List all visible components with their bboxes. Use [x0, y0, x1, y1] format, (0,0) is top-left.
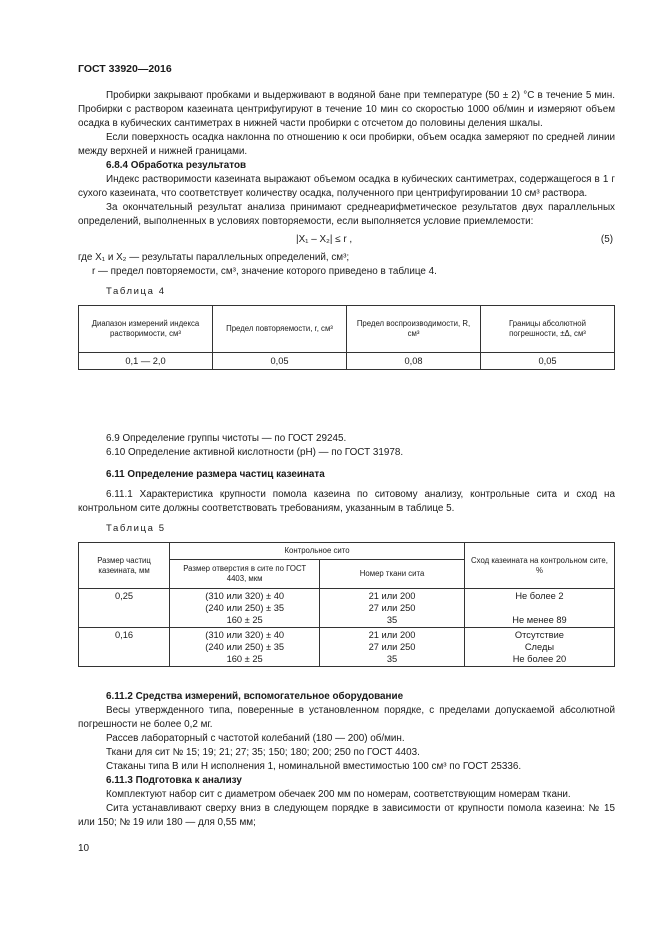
table-caption: Таблица 4	[106, 286, 166, 297]
table-cell-line: (240 или 250) ± 35	[205, 642, 285, 652]
table-header-cell: Контрольное сито	[170, 543, 465, 560]
section-heading: 6.11.2 Средства измерений, вспомогательное оборудование	[106, 691, 404, 702]
paragraph: Комплектуют набор сит с диаметром обечаек 200 мм по номерам, соответствующим номерам ткани.	[106, 789, 571, 800]
table-cell	[464, 628, 614, 667]
text-block-top	[78, 89, 615, 370]
table-cell-line: Не более 20	[512, 654, 567, 664]
table-header-cell: Размер частиц казеината, мм	[79, 543, 170, 589]
paragraph: 6.11.1 Характеристика крупности помола казеина по ситовому анализу, контрольные сита и сход на контрольном сите должны соответствовать требованиям, указанным в таблице 5.	[78, 489, 615, 514]
standard-header: ГОСТ 33920—2016	[78, 63, 172, 75]
equation-number: (5)	[600, 234, 613, 245]
table-header-cell: Границы абсолютной погрешности, ±Δ, см³	[481, 306, 615, 353]
page-number: 10	[78, 843, 90, 854]
table-cell-line: 160 ± 25	[226, 654, 263, 664]
table-header-cell: Номер ткани сита	[320, 560, 465, 589]
paragraph: Индекс растворимости казеината выражают объемом осадка в кубических сантиметрах, содержащегося в 1 г сухого казеината, что соответствует количеству осадка, полученного при центрифугировании 10 см³ раствора.	[78, 174, 615, 199]
table-cell: 0,1 — 2,0	[79, 353, 213, 370]
table-cell	[464, 589, 614, 628]
paragraph: r — предел повторяемости, см³, значение которого приведено в таблице 4.	[92, 266, 437, 277]
table-cell: 0,25	[79, 589, 170, 628]
table-cell-line: 160 ± 25	[226, 615, 263, 625]
table-cell-line: Не менее 89	[512, 615, 567, 625]
table-cell	[170, 589, 320, 628]
text-block-middle	[78, 432, 615, 667]
table-cell: 0,05	[481, 353, 615, 370]
paragraph: Стаканы типа В или Н исполнения 1, номинальной вместимостью 100 см³ по ГОСТ 25336.	[106, 761, 522, 772]
table-header-cell: Предел повторяемости, r, см³	[213, 306, 347, 353]
table-cell-line: 35	[386, 654, 398, 664]
paragraph: Рассев лабораторный с частотой колебаний (180 — 200) об/мин.	[106, 733, 405, 744]
paragraph: Если поверхность осадка наклонна по отношению к оси пробирки, объем осадка замеряют по средней линии между верхней и нижней границами.	[78, 132, 615, 157]
table-cell	[170, 628, 320, 667]
table-cell: 0,08	[347, 353, 481, 370]
table-caption: Таблица 5	[106, 523, 166, 534]
table-cell	[320, 628, 465, 667]
table-cell-line: (310 или 320) ± 40	[205, 630, 285, 640]
table-5	[78, 542, 615, 667]
table-cell-line: 35	[386, 615, 398, 625]
table-cell-line: Отсутствие	[514, 630, 564, 640]
section-heading: 6.11.3 Подготовка к анализу	[106, 775, 242, 786]
table-cell-line: 21 или 200	[368, 591, 416, 601]
paragraph: Весы утвержденного типа, поверенные в установленном порядке, с пределами допускаемой абсолютной погрешности не более 0,2 мг.	[78, 705, 615, 730]
table-header-cell: Размер отверстия в сите по ГОСТ 4403, мкм	[170, 560, 320, 589]
equation	[78, 229, 615, 251]
table-cell-line: 27 или 250	[368, 642, 416, 652]
table-header-cell: Сход казеината на контрольном сите, %	[464, 543, 614, 589]
table-cell-line: (240 или 250) ± 35	[205, 603, 285, 613]
table-cell-line: 21 или 200	[368, 630, 416, 640]
section-heading: 6.8.4 Обработка результатов	[106, 160, 247, 171]
table-cell: 0,16	[79, 628, 170, 667]
paragraph: где X₁ и X₂ — результаты параллельных определений, см³;	[78, 252, 350, 263]
table-header-cell: Предел воспроизводимости, R, см³	[347, 306, 481, 353]
section-heading: 6.11 Определение размера частиц казеината	[106, 469, 325, 480]
table-cell-line: Следы	[524, 642, 555, 652]
paragraph: За окончательный результат анализа принимают среднеарифметическое результатов двух параллельных определений, выполненных в условиях повторяемости, если выполняется условие приемлемости:	[78, 202, 615, 227]
table-cell-line: 27 или 250	[368, 603, 416, 613]
table-header-cell: Диапазон измерений индекса растворимости, см³	[79, 306, 213, 353]
table-cell-line: (310 или 320) ± 40	[205, 591, 285, 601]
table-4	[78, 305, 615, 370]
table-cell-line: Не более 2	[515, 591, 564, 601]
paragraph: 6.10 Определение активной кислотности (рН) — по ГОСТ 31978.	[106, 447, 404, 458]
paragraph: Пробирки закрывают пробками и выдерживают в водяной бане при температуре (50 ± 2) °С в течение 5 мин. Пробирки с раствором казеината центрифугируют в течение 10 мин со скоростью 1000 об/мин и измеряют объем осадка в кубических сантиметрах в нижней части пробирки с отсчетом до половины деления шкалы.	[78, 90, 615, 129]
paragraph: 6.9 Определение группы чистоты — по ГОСТ 29245.	[106, 433, 347, 444]
equation-formula: |X₁ – X₂| ≤ r ,	[296, 234, 353, 245]
text-block-bottom	[78, 690, 615, 830]
table-cell-line	[468, 602, 611, 614]
table-cell	[320, 589, 465, 628]
paragraph: Сита устанавливают сверху вниз в следующем порядке в зависимости от крупности помола казеина: № 15 или 150; № 19 или 180 — для 0,55 мм;	[78, 803, 615, 828]
table-cell: 0,05	[213, 353, 347, 370]
paragraph: Ткани для сит № 15; 19; 21; 27; 35; 150; 180; 200; 250 по ГОСТ 4403.	[106, 747, 420, 758]
